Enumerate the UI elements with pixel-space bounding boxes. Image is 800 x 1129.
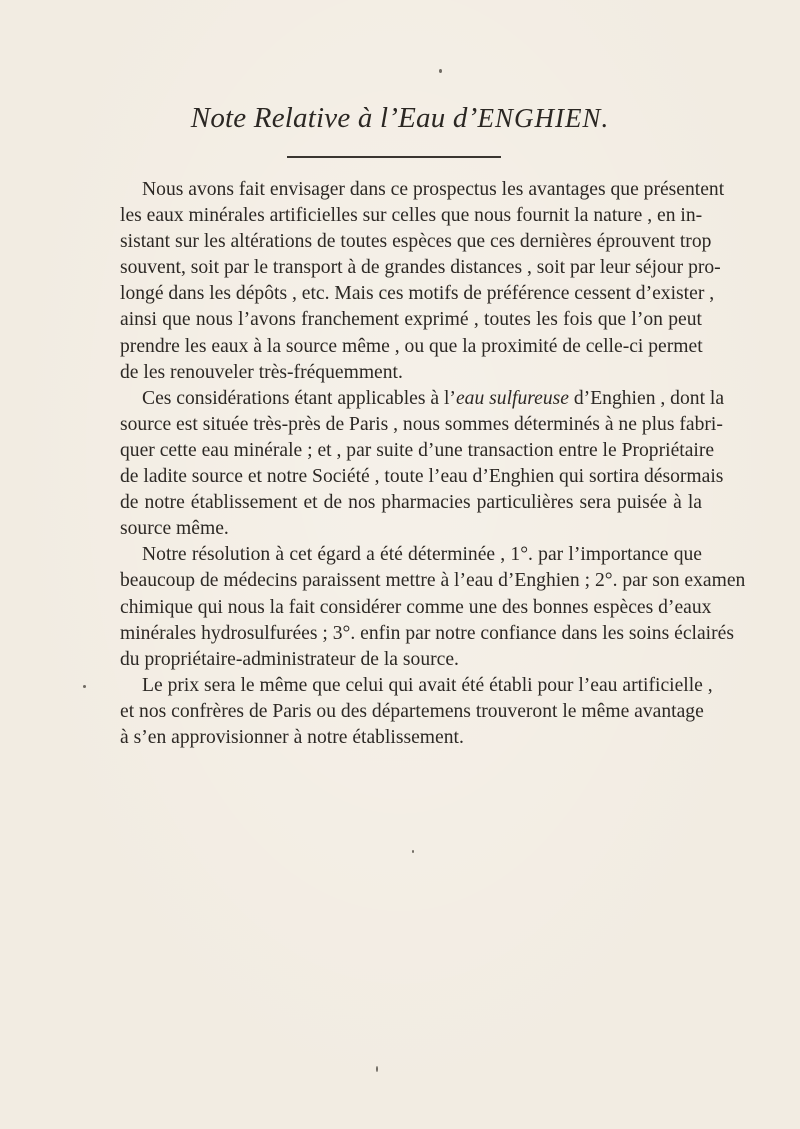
text-line: chimique qui nous la fait considérer comme une des bonnes espèces d’eaux <box>120 596 712 618</box>
text-line: source même. <box>120 518 229 540</box>
paragraph-1 <box>120 177 725 386</box>
text-line: longé dans les dépôts , etc. Mais ces motifs de préférence cessent d’exister , <box>120 283 715 305</box>
paper-speck <box>376 1066 378 1072</box>
text-line: source est située très-près de Paris , nous sommes déterminés à ne plus fabri- <box>120 413 723 435</box>
text-line: de ladite source et notre Société , toute l’eau d’Enghien qui sortira désormais <box>120 466 724 488</box>
text-line: ainsi que nous l’avons franchement exprimé , toutes les fois que l’on peut <box>120 309 702 331</box>
text-line: prendre les eaux à la source même , ou que la proximité de celle-ci permet <box>120 335 703 357</box>
title-caps: ENGHIEN. <box>477 103 610 133</box>
text-line: Nous avons fait envisager dans ce prospectus les avantages que présentent <box>142 179 725 200</box>
paragraph-2 <box>120 386 725 543</box>
text-line: minérales hydrosulfurées ; 3°. enfin par notre confiance dans les soins éclairés <box>120 622 734 644</box>
text-fragment: Ces considérations étant applicables à l’ <box>142 387 456 409</box>
text-line-with-emphasis <box>120 386 725 412</box>
paper-speck <box>439 69 442 73</box>
text-line: et nos confrères de Paris ou des départemens trouveront le même avantage <box>120 700 704 722</box>
paragraph-4 <box>120 673 713 751</box>
text-line: Notre résolution à cet égard a été déterminée , 1°. par l’importance que <box>142 544 702 566</box>
paragraph-3 <box>120 542 746 672</box>
text-line: Le prix sera le même que celui qui avait été établi pour l’eau artificielle , <box>142 674 713 696</box>
body-text <box>120 177 746 751</box>
text-line: du propriétaire-administrateur de la source. <box>120 648 459 670</box>
title-prefix: Note Relative à l’Eau d’ <box>190 102 478 134</box>
text-line: quer cette eau minérale ; et , par suite d’une transaction entre le Propriétaire <box>120 439 715 461</box>
text-line: à s’en approvisionner à notre établissement. <box>120 726 464 748</box>
text-line: de notre établissement et de nos pharmacies particulières sera puisée à la <box>120 492 702 514</box>
text-line: les eaux minérales artificielles sur celles que nous fournit la nature , en in- <box>120 205 703 227</box>
text-line: souvent, soit par le transport à de grandes distances , soit par leur séjour pro- <box>120 257 721 279</box>
text-line: beaucoup de médecins paraissent mettre à l’eau d’Enghien ; 2°. par son examen <box>120 570 746 592</box>
page-title <box>0 102 800 135</box>
text-line: de les renouveler très-fréquemment. <box>120 361 403 383</box>
text-line: sistant sur les altérations de toutes espèces que ces dernières éprouvent trop <box>120 231 712 253</box>
text-fragment: d’Enghien , dont la <box>568 387 725 409</box>
paper-speck <box>83 685 86 688</box>
emphasis-eau-sulfureuse: eau sulfureuse <box>455 387 569 409</box>
paper-speck <box>412 850 414 853</box>
title-divider <box>287 156 501 158</box>
